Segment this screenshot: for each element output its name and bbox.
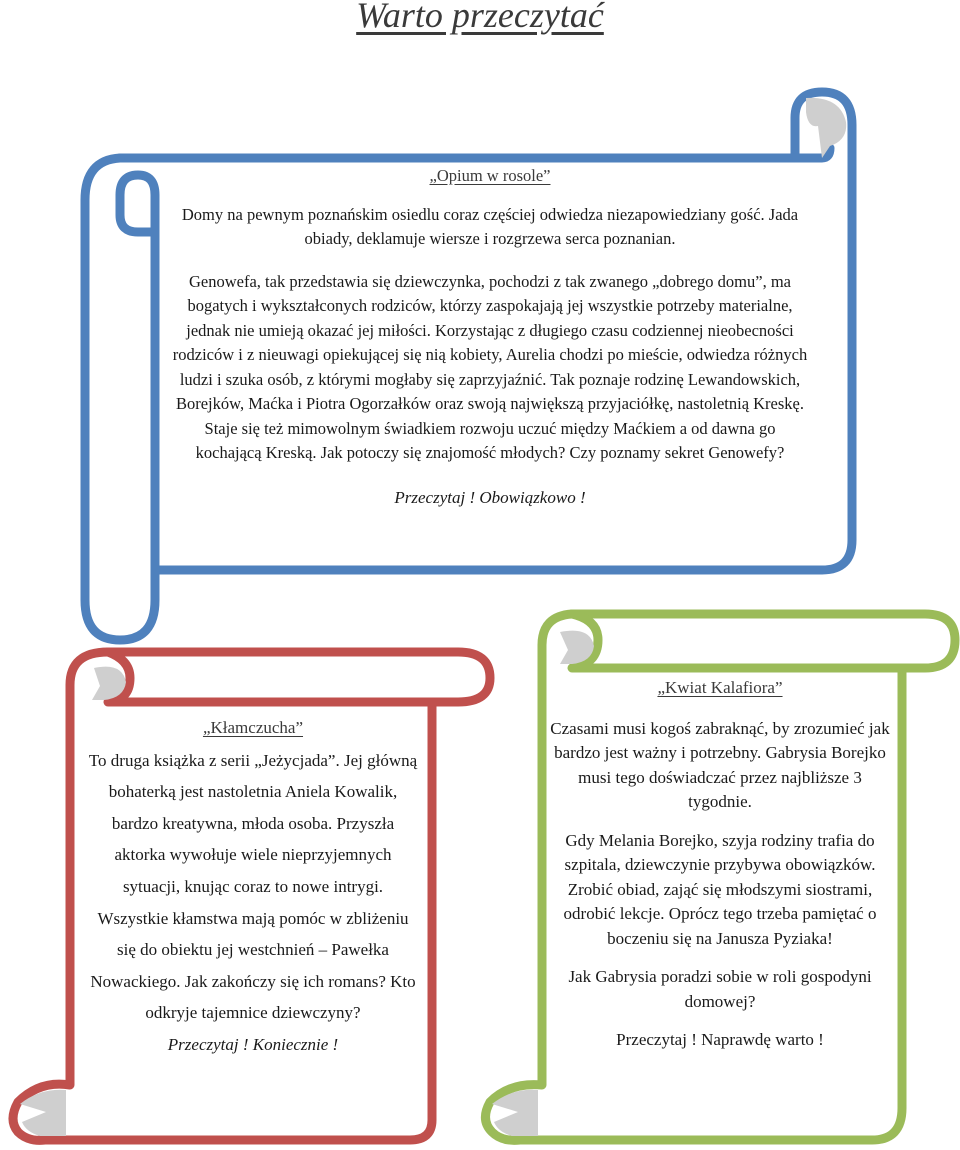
red-scroll-top-roll	[108, 652, 432, 702]
red-scroll-cta: Przeczytaj ! Koniecznie !	[167, 1034, 339, 1054]
blue-scroll-left-roll	[85, 158, 155, 640]
green-scroll-cta: Przeczytaj ! Naprawdę warto !	[616, 1030, 824, 1049]
green-scroll-paragraph-2: Gdy Melania Borejko, szyja rodziny trafia do szpitala, dziewczynie przybywa obowiązków. Zrobić obiad, zająć się młodszymi siostrami, odrobić lekcje. Oprócz tego trzeba pamiętać o boczeniu się na Janusza Pyziaka!	[563, 830, 877, 948]
book-title-klamczucha: „Kłamczucha”	[202, 718, 304, 737]
green-scroll-paragraph-1: Czasami musi kogoś zabraknąć, by zrozumieć jak bardzo jest ważny i potrzebny. Gabrysia Borejko musi tego doświadczać przez najbliższe 3 tygodnie.	[550, 718, 890, 811]
green-scroll-top-roll	[572, 614, 902, 668]
blue-scroll-cta: Przeczytaj ! Obowiązkowo !	[394, 487, 586, 507]
blue-scroll-top-curl	[806, 98, 846, 158]
blue-scroll-paragraph-2: Genowefa, tak przedstawia się dziewczynka, pochodzi z tak zwanego „dobrego domu”, ma bogatych i wykształconych rodziców, którzy zaspokajają jej wszystkie potrzeby materialne, jednak nie umieją okazać jej miłości. Korzystając z długiego czasu codziennej nieobecności rodziców i z nieuwagi opiekującej się nią kobiety, Aurelia chodzi po mieście, odwiedza różnych ludzi i szuka osób, z którymi mogłaby się zaprzyjaźnić. Tak poznaje rodzinę Lewandowskich, Borejków, Maćka i Piotra Ogorzałków oraz swoją największą przyjaciółkę, nastoletnią Kreskę. Staje się też mimowolnym świadkiem rozwoju uczuć między Maćkiem a od dawna go kochającą Kreską. Jak potoczy się znajomość młodych? Czy poznamy sekret Genowefy?	[172, 271, 808, 462]
green-scroll-content	[550, 676, 890, 1053]
red-scroll-paragraph: To druga książka z serii „Jeżycjada”. Jej główną bohaterką jest nastoletnia Aniela Kowalik, bardzo kreatywna, młoda osoba. Przyszła aktorka wywołuje wiele nieprzyjemnych sytuacji, knując coraz to nowe intrygi. Wszystkie kłamstwa mają pomóc w zbliżeniu się do obiektu jej westchnień – Pawełka Nowackiego. Jak zakończy się ich romans? Kto odkryje tajemnice dziewczyny?	[88, 750, 418, 1023]
green-scroll-paragraph-3: Jak Gabrysia poradzi sobie w roli gospodyni domowej?	[568, 967, 872, 1011]
red-scroll-content	[86, 712, 420, 1061]
book-title-kwiat-kalafiora: „Kwiat Kalafiora”	[657, 678, 783, 697]
blue-scroll-paragraph-1: Domy na pewnym poznańskim osiedlu coraz częściej odwiedza niezapowiedziany gość. Jada obiady, deklamuje wiersze i rozgrzewa serca poznanian.	[181, 204, 799, 248]
page-title: Warto przeczytać	[356, 0, 604, 35]
book-title-opium-w-rosole: „Opium w rosole”	[429, 166, 551, 185]
blue-scroll-content	[170, 164, 810, 510]
